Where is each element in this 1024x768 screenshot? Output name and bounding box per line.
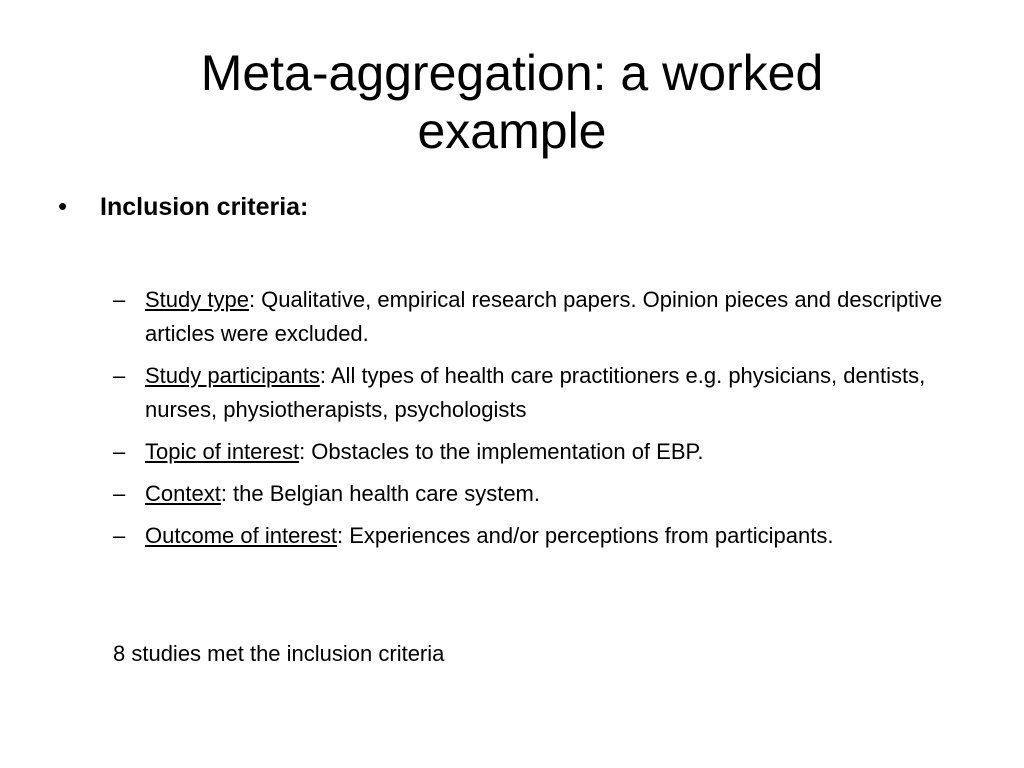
slide-title [120,44,904,160]
criteria-item-context [113,477,973,511]
bullet-icon: • [58,191,68,221]
criteria-text [145,519,833,553]
criteria-description: : All types of health care practitioners e.g. physicians, dentists, nurses, physiotherapists, psychologists [145,363,926,422]
dash-icon: – [113,523,126,548]
criteria-text [145,435,703,469]
dash-icon: – [113,481,126,506]
criteria-text [145,283,973,351]
criteria-description: : Obstacles to the implementation of EBP. [299,439,704,464]
criteria-item-topic-of-interest [113,435,973,469]
criteria-label: Study participants [145,363,320,388]
criteria-text [145,359,973,427]
criteria-label: Outcome of interest [145,523,337,548]
criteria-label: Study type [145,287,249,312]
criteria-description: : Experiences and/or perceptions from participants. [336,523,834,548]
criteria-text [145,477,540,511]
studies-count-note: 8 studies met the inclusion criteria [113,641,445,666]
inclusion-criteria-bullet [58,188,308,225]
criteria-label: Context [145,481,221,506]
title-line-2: example [417,103,607,159]
criteria-list [113,283,973,561]
title-line-1: Meta-aggregation: a worked [200,45,824,101]
dash-icon: – [113,363,126,388]
bullet-heading: Inclusion criteria: [100,193,309,221]
criteria-description: : the Belgian health care system. [220,481,540,506]
criteria-label: Topic of interest [145,439,300,464]
criteria-item-study-participants [113,359,973,427]
criteria-item-outcome-of-interest [113,519,973,553]
criteria-item-study-type [113,283,973,351]
criteria-description: : Qualitative, empirical research papers. Opinion pieces and descriptive articles were excluded. [145,287,943,346]
dash-icon: – [113,287,126,312]
dash-icon: – [113,439,126,464]
